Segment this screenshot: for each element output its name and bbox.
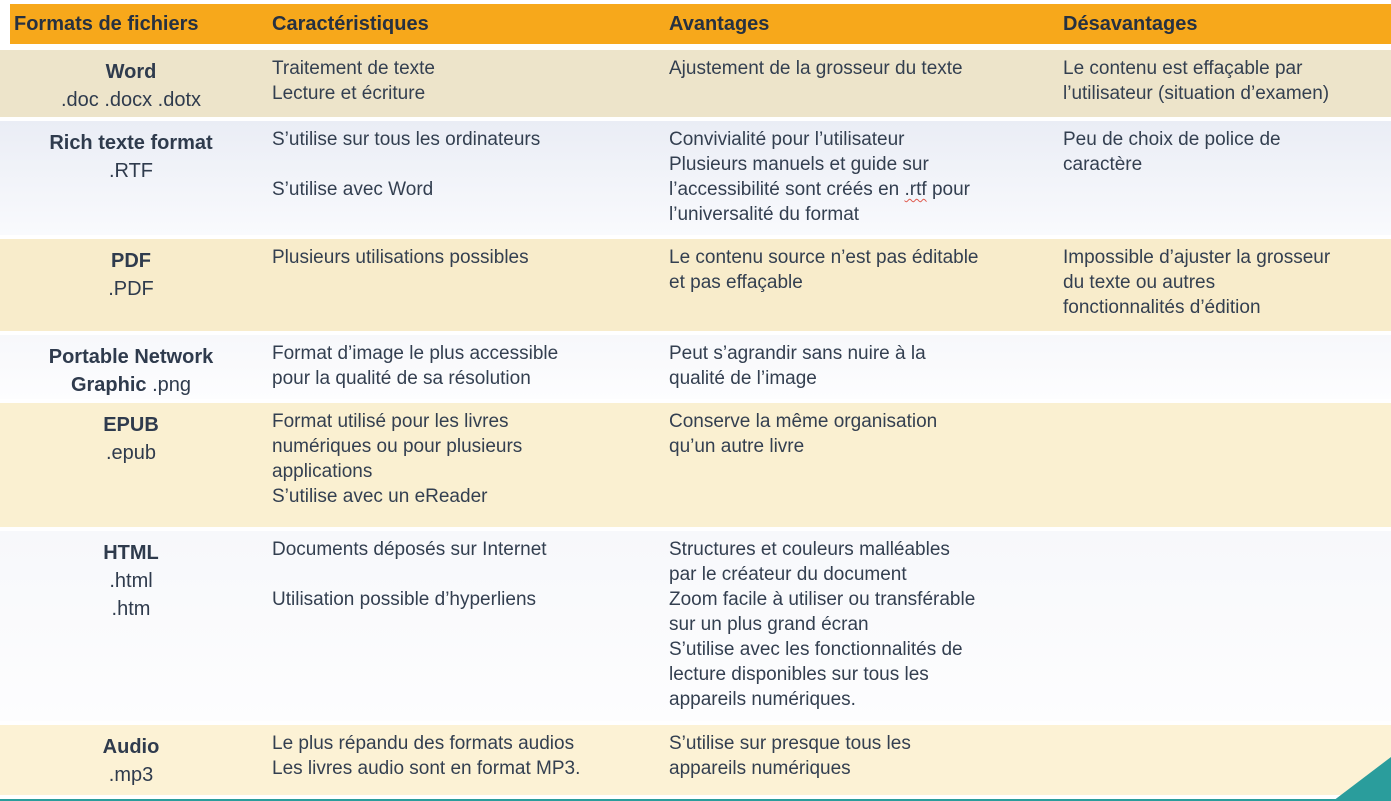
text-line: Utilisation possible d’hyperliens xyxy=(272,589,537,610)
format-name-line: Rich texte format xyxy=(49,132,213,154)
text-line: S’utilise avec les fonctionnalités de xyxy=(669,639,963,660)
cell-desavantages xyxy=(1053,239,1391,320)
text-line: Le plus répandu des formats audios xyxy=(272,733,575,754)
table-row xyxy=(0,121,1391,235)
text-line: numériques ou pour plusieurs xyxy=(272,436,523,457)
column-header-formats: Formats de fichiers xyxy=(14,12,199,35)
text-line: lecture disponibles sur tous les xyxy=(669,664,929,685)
cell-desavantages xyxy=(1053,50,1391,106)
text-line: fonctionnalités d’édition xyxy=(1063,297,1261,318)
text-line: Peu de choix de police de xyxy=(1063,129,1281,150)
text-line: l’universalité du format xyxy=(669,204,860,225)
cell-desavantages xyxy=(1053,531,1391,537)
cell-avantages xyxy=(659,531,1053,712)
text-line: S’utilise avec Word xyxy=(272,179,434,200)
cell-caracteristiques xyxy=(262,335,659,391)
column-header-avantages: Avantages xyxy=(669,12,770,35)
text-line: du texte ou autres xyxy=(1063,272,1216,293)
text-line: Format utilisé pour les livres xyxy=(272,411,509,432)
text-line: Plusieurs manuels et guide sur xyxy=(669,154,929,175)
format-name-line: Graphic .png xyxy=(70,374,192,396)
format-name-line: .htm xyxy=(111,598,151,620)
format-name-line: .RTF xyxy=(108,160,154,182)
text-line: et pas effaçable xyxy=(669,272,803,293)
format-name-line: HTML xyxy=(103,542,159,564)
format-name-line: .mp3 xyxy=(108,764,154,786)
table-row xyxy=(0,335,1391,399)
table-body xyxy=(0,50,1391,795)
text-line: Zoom facile à utiliser ou transférable xyxy=(669,589,976,610)
text-line: qu’un autre livre xyxy=(669,436,805,457)
cell-desavantages xyxy=(1053,403,1391,409)
text-line: S’utilise avec un eReader xyxy=(272,486,488,507)
format-name-line: .html xyxy=(109,570,153,592)
text-line: applications xyxy=(272,461,373,482)
text-line: Le contenu est effaçable par xyxy=(1063,58,1303,79)
cell-caracteristiques xyxy=(262,725,659,781)
table-header xyxy=(0,4,1391,44)
text-line xyxy=(272,152,649,177)
cell-format xyxy=(0,531,262,623)
text-line: Impossible d’ajuster la grosseur xyxy=(1063,247,1331,268)
format-name-line: .epub xyxy=(105,442,157,464)
text-line: qualité de l’image xyxy=(669,368,817,389)
table-row xyxy=(0,50,1391,117)
text-line: caractère xyxy=(1063,154,1143,175)
text-line: S’utilise sur tous les ordinateurs xyxy=(272,129,541,150)
text-line: l’utilisateur (situation d’examen) xyxy=(1063,83,1330,104)
format-name-line: Word xyxy=(105,61,157,83)
table-row xyxy=(0,531,1391,721)
text-line: sur un plus grand écran xyxy=(669,614,869,635)
format-name-line: Audio xyxy=(102,736,160,758)
table-row xyxy=(0,725,1391,795)
cell-format xyxy=(0,725,262,789)
cell-caracteristiques xyxy=(262,239,659,270)
text-line: Ajustement de la grosseur du texte xyxy=(669,58,963,79)
format-name-line: .doc .docx .dotx xyxy=(60,89,202,111)
text-line: appareils numériques. xyxy=(669,689,856,710)
text-line: Les livres audio sont en format MP3. xyxy=(272,758,581,779)
cell-desavantages xyxy=(1053,335,1391,341)
format-name-line: PDF xyxy=(111,250,151,272)
format-name-line: .PDF xyxy=(108,278,154,300)
text-line: l’accessibilité sont créés en .rtf pour xyxy=(669,179,970,200)
text-line: Le contenu source n’est pas éditable xyxy=(669,247,979,268)
format-name-line: EPUB xyxy=(103,414,159,436)
cell-avantages xyxy=(659,121,1053,227)
cell-format xyxy=(0,50,262,114)
text-line: Format d’image le plus accessible xyxy=(272,343,559,364)
column-header-caracteristiques: Caractéristiques xyxy=(272,12,429,35)
cell-caracteristiques xyxy=(262,50,659,106)
cell-desavantages xyxy=(1053,121,1391,177)
cell-avantages xyxy=(659,335,1053,391)
spellcheck-underlined-text: .rtf xyxy=(904,179,927,200)
text-line: Traitement de texte xyxy=(272,58,435,79)
text-line: Convivialité pour l’utilisateur xyxy=(669,129,905,150)
cell-avantages xyxy=(659,239,1053,295)
cell-format xyxy=(0,403,262,467)
column-header-desavantages: Désavantages xyxy=(1063,12,1198,35)
text-line: Peut s’agrandir sans nuire à la xyxy=(669,343,926,364)
cell-format xyxy=(0,239,262,303)
text-line: Lecture et écriture xyxy=(272,83,426,104)
cell-desavantages xyxy=(1053,725,1391,731)
cell-caracteristiques xyxy=(262,531,659,612)
cell-caracteristiques xyxy=(262,121,659,202)
file-formats-table-slide xyxy=(0,4,1391,801)
cell-avantages xyxy=(659,725,1053,781)
cell-avantages xyxy=(659,403,1053,459)
text-line: pour la qualité de sa résolution xyxy=(272,368,531,389)
text-line: Plusieurs utilisations possibles xyxy=(272,247,529,268)
cell-avantages xyxy=(659,50,1053,81)
text-line: appareils numériques xyxy=(669,758,851,779)
cell-caracteristiques xyxy=(262,403,659,509)
text-line: Structures et couleurs malléables xyxy=(669,539,950,560)
text-line: Conserve la même organisation xyxy=(669,411,938,432)
cell-format xyxy=(0,121,262,185)
text-line: par le créateur du document xyxy=(669,564,907,585)
text-line xyxy=(272,562,649,587)
corner-accent-triangle xyxy=(1333,757,1391,801)
text-line: S’utilise sur presque tous les xyxy=(669,733,911,754)
text-line: Documents déposés sur Internet xyxy=(272,539,547,560)
cell-format xyxy=(0,335,262,399)
table-row xyxy=(0,403,1391,527)
format-name-line: Portable Network xyxy=(48,346,214,368)
table-row xyxy=(0,239,1391,331)
